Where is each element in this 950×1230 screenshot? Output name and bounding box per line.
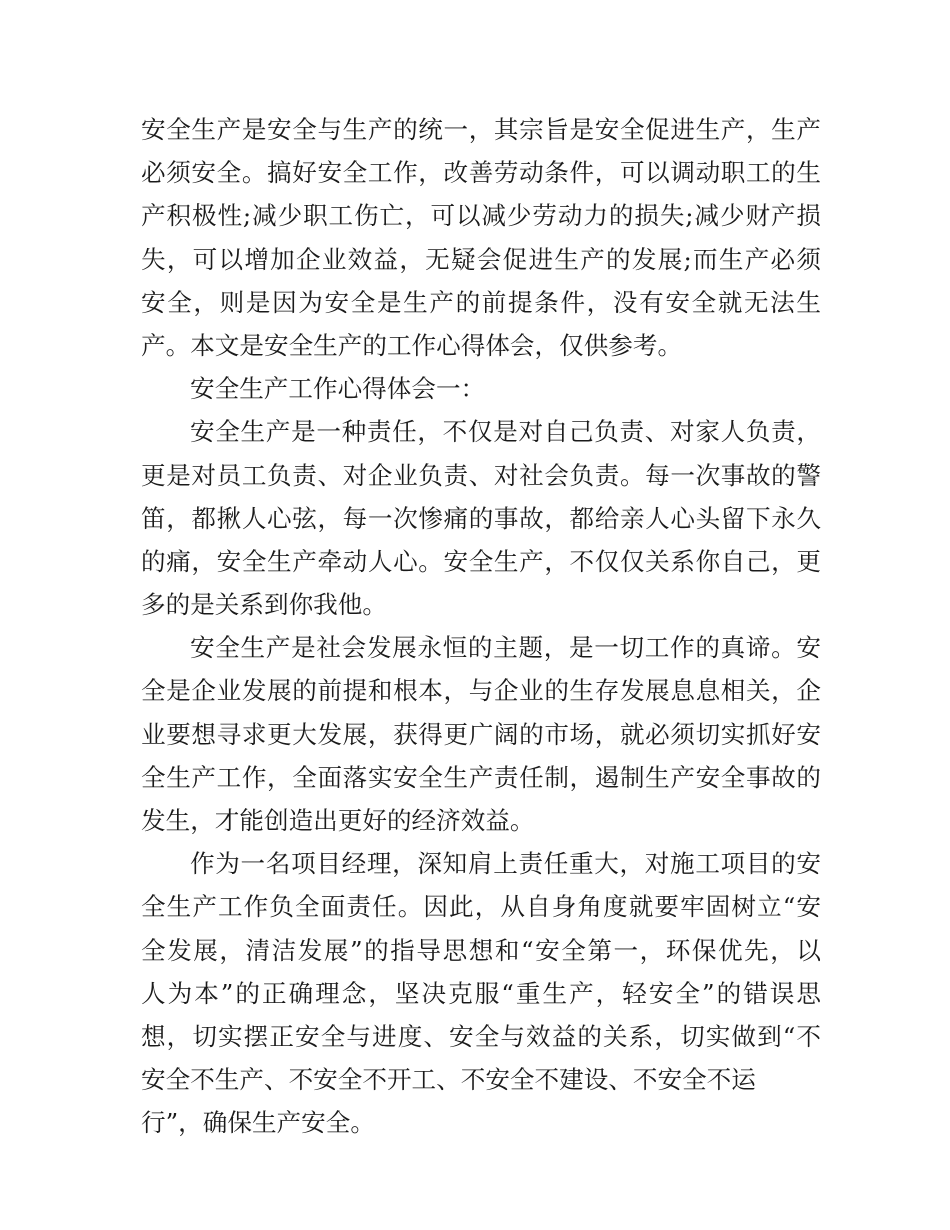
text-line: 产。本文是安全生产的工作心得体会，仅供参考。 <box>141 330 683 360</box>
text-line: 全发展，清洁发展”的指导思想和“安全第一，环保优先，以 <box>141 935 821 965</box>
text-line: 安全生产是安全与生产的统一，其宗旨是安全促进生产，生产 <box>141 115 821 144</box>
text-line: 作为一名项目经理，深知肩上责任重大，对施工项目的安 <box>190 849 821 879</box>
text-line: 多的是关系到你我他。 <box>141 590 387 620</box>
text-line: 安全生产是社会发展永恒的主题，是一切工作的真谛。安 <box>190 633 821 663</box>
text-line: 全生产工作，全面落实安全生产责任制，遏制生产安全事故的 <box>141 762 821 792</box>
text-line: 必须安全。搞好安全工作，改善劳动条件，可以调动职工的生 <box>141 158 821 188</box>
document-body <box>141 108 821 1145</box>
text-line: 产积极性;减少职工伤亡，可以减少劳动力的损失;减少财产损 <box>141 201 821 231</box>
text-line: 笛，都揪人心弦，每一次惨痛的事故，都给亲人心头留下永久 <box>141 503 821 533</box>
text-line: 全生产工作负全面责任。因此，从自身角度就要牢固树立“安 <box>141 892 821 922</box>
text-line: 更是对员工负责、对企业负责、对社会负责。每一次事故的警 <box>141 460 821 490</box>
text-line: 安全生产工作心得体会一： <box>190 374 486 404</box>
text-line: 业要想寻求更大发展，获得更广阔的市场，就必须切实抓好安 <box>141 719 821 749</box>
text-line: 想，切实摆正安全与进度、安全与效益的关系，切实做到“不 <box>141 1021 821 1051</box>
text-line: 安全不生产、不安全不开工、不安全不建设、不安全不运 <box>141 1065 756 1095</box>
text-line: 安全，则是因为安全是生产的前提条件，没有安全就无法生 <box>141 287 821 317</box>
text-line: 行”，确保生产安全。 <box>141 1108 375 1138</box>
text-line: 失，可以增加企业效益，无疑会促进生产的发展;而生产必须 <box>141 244 821 274</box>
text-line: 发生，才能创造出更好的经济效益。 <box>141 806 535 835</box>
text-line: 安全生产是一种责任，不仅是对自己负责、对家人负责， <box>190 417 821 447</box>
text-line: 人为本”的正确理念，坚决克服“重生产，轻安全”的错误思 <box>141 978 821 1008</box>
text-line: 的痛，安全生产牵动人心。安全生产，不仅仅关系你自己，更 <box>141 546 821 576</box>
text-line: 全是企业发展的前提和根本，与企业的生存发展息息相关，企 <box>141 676 821 706</box>
